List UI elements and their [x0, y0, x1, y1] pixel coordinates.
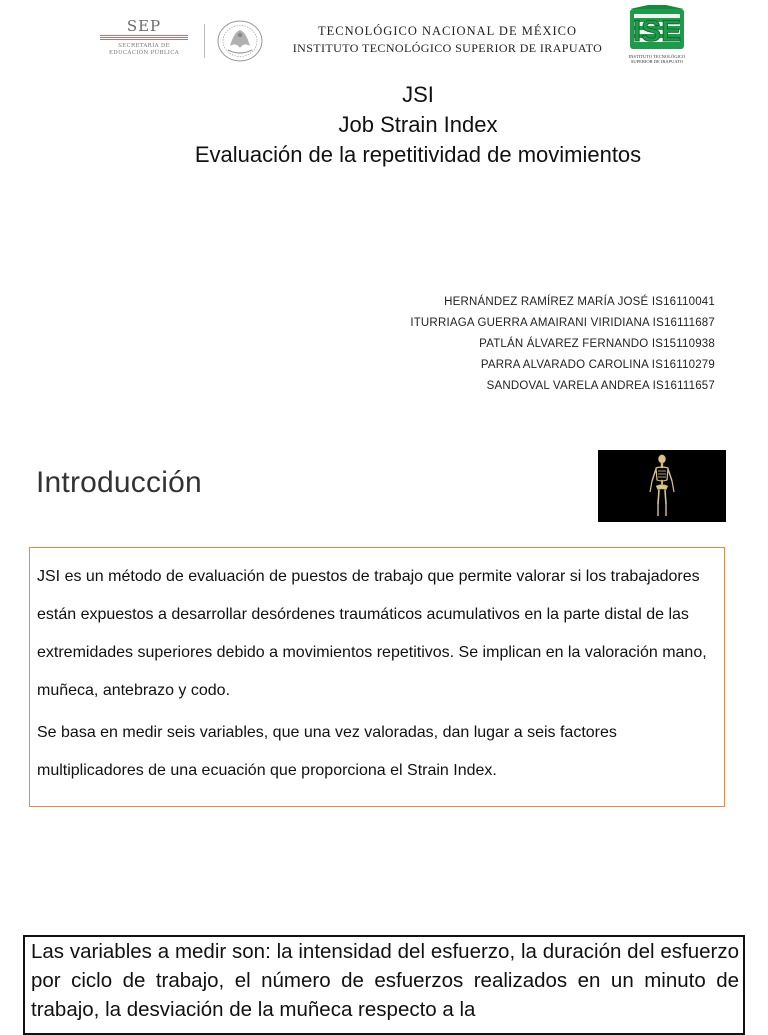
institute-line-2: INSTITUTO TECNOLÓGICO SUPERIOR DE IRAPUATO: [292, 41, 603, 55]
introduction-heading: Introducción: [36, 466, 202, 499]
document-header: [0, 0, 768, 75]
sep-logo-name: SEP: [126, 17, 162, 35]
authors-list: [410, 292, 715, 397]
variables-text-box: Las variables a medir son: la intensidad del esfuerzo, la duración del esfuerzo por ciclo de trabajo, el número de esfuerzos realizados en un minuto de trabajo, la desviación de la muñeca respecto a la: [23, 935, 745, 1035]
introduction-paragraph-1: JSI es un método de evaluación de puestos de trabajo que permite valorar si los trabajadores están expuestos a desarrollar desórdenes traumáticos acumulativos en la parte distal de las extremidades superiores debido a movimientos repetitivos. Se implican en la valoración mano, muñeca, antebrazo y codo.: [37, 568, 707, 699]
title-acronym: JSI: [402, 82, 434, 107]
ise-logo-subtitle-1: INSTITUTO TECNOLÓGICO: [628, 54, 686, 59]
ise-logo-letters: ISE: [632, 15, 682, 48]
author-line: PARRA ALVARADO CAROLINA IS16110279: [480, 359, 715, 371]
title-block: [0, 80, 768, 170]
sep-logo-stripes: [100, 35, 188, 41]
ise-logo-subtitle-2: SUPERIOR DE IRAPUATO: [630, 59, 684, 64]
skeleton-image: [598, 450, 726, 522]
introduction-paragraph-2: Se basa en medir seis variables, que una vez valoradas, dan lugar a seis factores multiplicadores de una ecuación que proporciona el Strain Index.: [37, 724, 617, 779]
author-line: SANDOVAL VARELA ANDREA IS16111657: [486, 380, 715, 392]
title-name: Job Strain Index: [338, 112, 498, 137]
title-subtitle: Evaluación de la repetitividad de movimientos: [194, 142, 642, 167]
author-line: PATLÁN ÁLVAREZ FERNANDO IS15110938: [479, 338, 715, 350]
header-divider: [204, 24, 205, 58]
institute-line-1: TECNOLÓGICO NACIONAL DE MÉXICO: [317, 24, 578, 38]
author-line: ITURRIAGA GUERRA AMAIRANI VIRIDIANA IS16111687: [410, 317, 715, 329]
ise-logo-subtitle: [622, 54, 692, 64]
introduction-text-box: [29, 547, 725, 807]
mexico-eagle-seal-icon: [214, 18, 266, 64]
institute-names: [280, 23, 615, 56]
author-line: HERNÁNDEZ RAMÍREZ MARÍA JOSÉ IS16110041: [444, 296, 715, 308]
sep-logo: [98, 18, 190, 62]
sep-logo-subtitle-1: SECRETARÍA DE: [118, 43, 170, 49]
sep-logo-subtitle-2: EDUCACIÓN PÚBLICA: [108, 50, 180, 56]
